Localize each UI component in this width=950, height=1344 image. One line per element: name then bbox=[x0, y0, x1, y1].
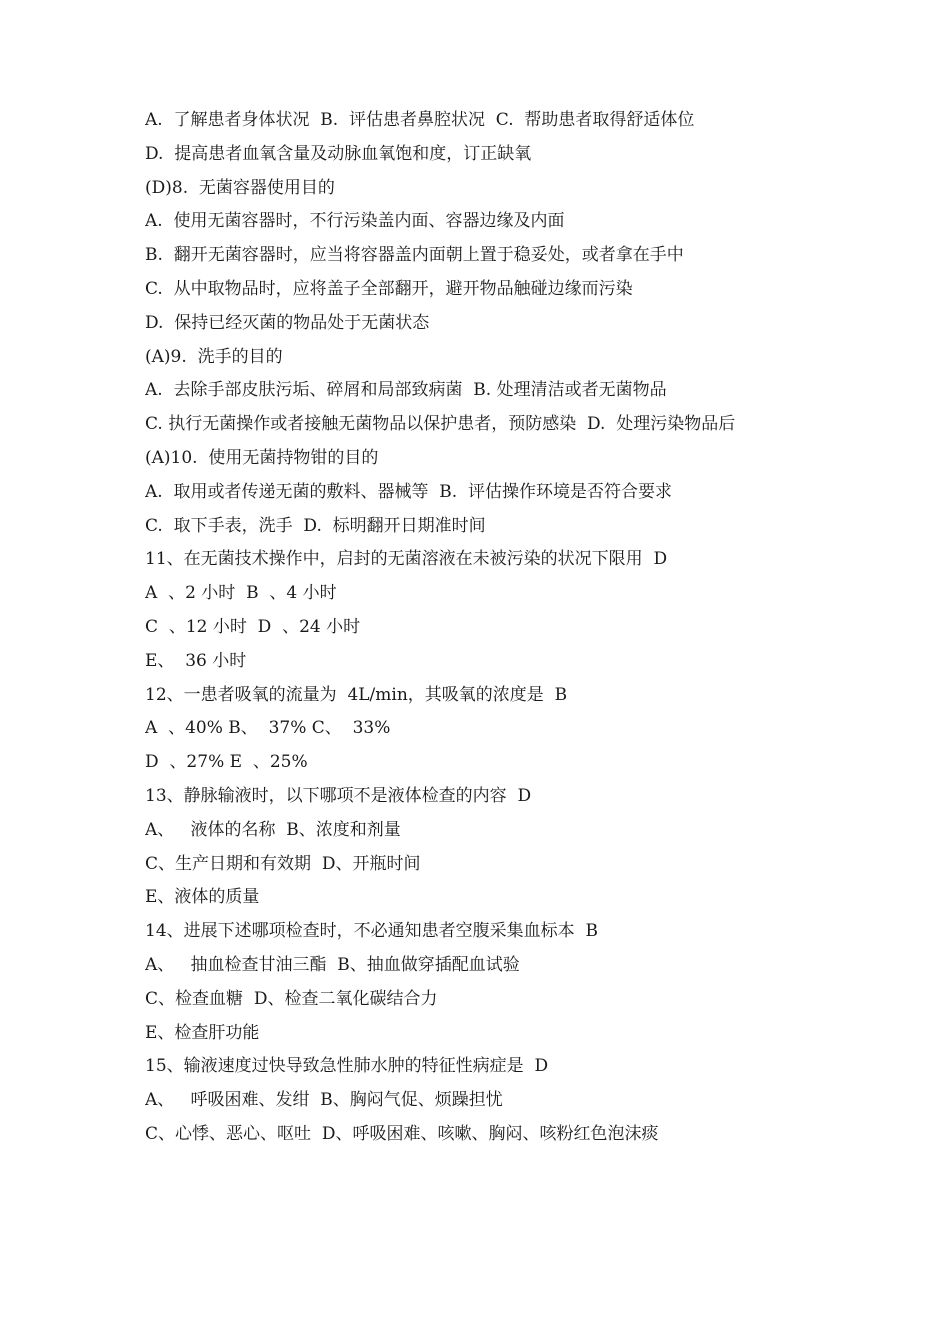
text-line: A. 使用无菌容器时，不行污染盖内面、容器边缘及内面 bbox=[145, 211, 565, 232]
document-body bbox=[145, 104, 845, 1152]
text-line: C. 取下手表，洗手 D. 标明翻开日期准时间 bbox=[145, 515, 486, 536]
text-line: C、生产日期和有效期 D、开瓶时间 bbox=[145, 853, 421, 874]
question-heading: 12、一患者吸氧的流量为 4L/min，其吸氧的浓度是 B bbox=[145, 684, 568, 705]
text-line: A. 去除手部皮肤污垢、碎屑和局部致病菌 B. 处理清洁或者无菌物品 bbox=[145, 380, 667, 401]
question-heading: 15、输液速度过快导致急性肺水肿的特征性病症是 D bbox=[145, 1056, 549, 1077]
text-line: E、液体的质量 bbox=[145, 887, 260, 908]
text-line: E、检查肝功能 bbox=[145, 1022, 260, 1043]
question-heading: 11、在无菌技术操作中，启封的无菌溶液在未被污染的状况下限用 D bbox=[145, 549, 668, 570]
text-line: A、 液体的名称 B、浓度和剂量 bbox=[145, 819, 401, 840]
question-heading: (A)10. 使用无菌持物钳的目的 bbox=[145, 447, 379, 468]
text-line: C 、12 小时 D 、24 小时 bbox=[145, 616, 361, 637]
text-line: C. 执行无菌操作或者接触无菌物品以保护患者，预防感染 D. 处理污染物品后 bbox=[145, 414, 736, 435]
text-line: A. 了解患者身体状况 B. 评估患者鼻腔状况 C. 帮助患者取得舒适体位 bbox=[145, 110, 695, 130]
text-line: E、 36 小时 bbox=[145, 650, 247, 671]
question-heading: (A)9. 洗手的目的 bbox=[145, 346, 283, 367]
text-line: C. 从中取物品时，应将盖子全部翻开，避开物品触碰边缘而污染 bbox=[145, 278, 633, 299]
text-line: A、 呼吸困难、发绀 B、胸闷气促、烦躁担忧 bbox=[145, 1090, 503, 1111]
text-line: C、心悸、恶心、呕吐 D、呼吸困难、咳嗽、胸闷、咳粉红色泡沫痰 bbox=[145, 1123, 659, 1144]
text-line: A 、40% B、 37% C、 33% bbox=[145, 718, 391, 739]
question-heading: 13、静脉输液时，以下哪项不是液体检查的内容 D bbox=[145, 785, 532, 806]
question-heading: (D)8. 无菌容器使用目的 bbox=[145, 177, 335, 198]
text-line: D. 保持已经灭菌的物品处于无菌状态 bbox=[145, 312, 430, 333]
text-line: A、 抽血检查甘油三酯 B、抽血做穿插配血试验 bbox=[145, 954, 520, 975]
text-line: A 、2 小时 B 、4 小时 bbox=[145, 583, 337, 604]
text-line: D. 提高患者血氧含量及动脉血氧饱和度，订正缺氧 bbox=[145, 143, 532, 164]
text-line: D 、27% E 、25% bbox=[145, 752, 308, 773]
text-line: C、检查血糖 D、检查二氧化碳结合力 bbox=[145, 988, 438, 1009]
question-heading: 14、进展下述哪项检查时，不必通知患者空腹采集血标本 B bbox=[145, 921, 598, 942]
text-line: A. 取用或者传递无菌的敷料、器械等 B. 评估操作环境是否符合要求 bbox=[145, 481, 672, 502]
text-line: B. 翻开无菌容器时，应当将容器盖内面朝上置于稳妥处，或者拿在手中 bbox=[145, 245, 684, 266]
